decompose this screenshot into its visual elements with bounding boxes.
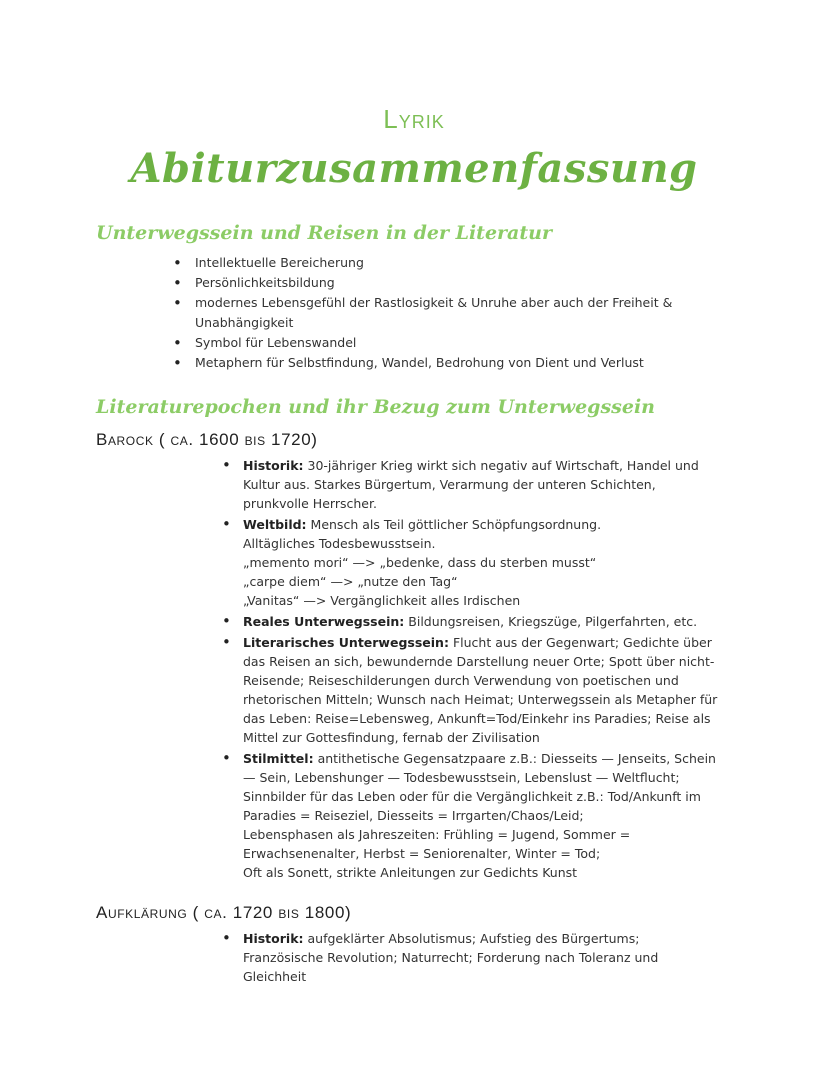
item-line: „memento mori“ —> „bedenke, dass du sterben musst“ [243,555,597,570]
list-item [222,749,722,882]
list-item [222,633,722,747]
section-heading-unterwegssein: Unterwegssein und Reisen in der Literatur [96,222,552,244]
item-line: „Vanitas“ —> Vergänglichkeit alles Irdischen [243,593,521,608]
barock-list [222,456,722,884]
item-line: Oft als Sonett, strikte Anleitungen zur Gedichts Kunst [243,865,578,880]
item-term: Literarisches Unterwegssein: [243,635,449,650]
item-term: Weltbild: [243,517,307,532]
item-line: Lebensphasen als Jahreszeiten: Frühling = Jugend, Sommer = Erwachsenenalter, Herbst = Seniorenalter, Winter = Tod; [243,827,631,861]
item-term: Historik: [243,931,304,946]
page-title: Abiturzusammenfassung [130,145,698,192]
item-line: „carpe diem“ —> „nutze den Tag“ [243,574,458,589]
list-item [222,456,722,513]
list-item: • Symbol für Lebenswandel [173,333,693,353]
epoch-heading-aufklaerung: Aufklärung ( ca. 1720 bis 1800) [96,903,352,922]
aufklaerung-list [222,929,722,988]
item-text: Mensch als Teil göttlicher Schöpfungsordnung. [310,517,602,532]
item-text: Flucht aus der Gegenwart; Gedichte über das Reisen an sich, bewundernde Darstellung neuer Orte; Spott über nicht-Reisende; Reiseschilderungen durch Verwendung von poetischen und rhetorischen Mitteln; Wunsch nach Heimat; Unterwegssein als Metapher für das Leben: Reise=Lebensweg, Ankunft=Tod/Einkehr ins Paradies; Reise als Mittel zur Gottesfindung, fernab der Zivilisation [243,635,718,745]
item-text: antithetische Gegensatzpaare z.B.: Diesseits — Jenseits, Schein — Sein, Lebenshunger — Todesbewusstsein, Lebenslust — Weltflucht; Sinnbilder für das Leben oder für die Vergänglichkeit z.B.: Tod/Ankunft im Paradies = Reiseziel, Diesseits = Irrgarten/Chaos/Leid; [243,751,716,823]
item-text: Bildungsreisen, Kriegszüge, Pilgerfahrten, etc. [408,614,698,629]
item-term: Stilmittel: [243,751,314,766]
section-heading-literaturepochen: Literaturepochen und ihr Bezug zum Unterwegssein [96,396,655,418]
item-line: Alltägliches Todesbewusstsein. [243,536,436,551]
list-item: • Persönlichkeitsbildung [173,273,693,293]
subject-kicker: Lyrik [383,104,445,134]
list-item [222,929,722,986]
intro-bullet-list [173,253,693,373]
item-term: Reales Unterwegssein: [243,614,405,629]
item-term: Historik: [243,458,304,473]
epoch-heading-barock: Barock ( ca. 1600 bis 1720) [96,430,318,449]
item-text: 30-jähriger Krieg wirkt sich negativ auf Wirtschaft, Handel und Kultur aus. Starkes Bürgertum, Verarmung der unteren Schichten, prunkvolle Herrscher. [243,458,699,511]
list-item [222,515,722,610]
list-item [222,612,722,631]
list-item: • modernes Lebensgefühl der Rastlosigkeit & Unruhe aber auch der Freiheit & Unabhängigkeit [173,293,693,333]
list-item: • Metaphern für Selbstfindung, Wandel, Bedrohung von Dient und Verlust [173,353,693,373]
item-text: aufgeklärter Absolutismus; Aufstieg des Bürgertums; Französische Revolution; Naturrecht; Forderung nach Toleranz und Gleichheit [243,931,659,984]
list-item: • Intellektuelle Bereicherung [173,253,693,273]
